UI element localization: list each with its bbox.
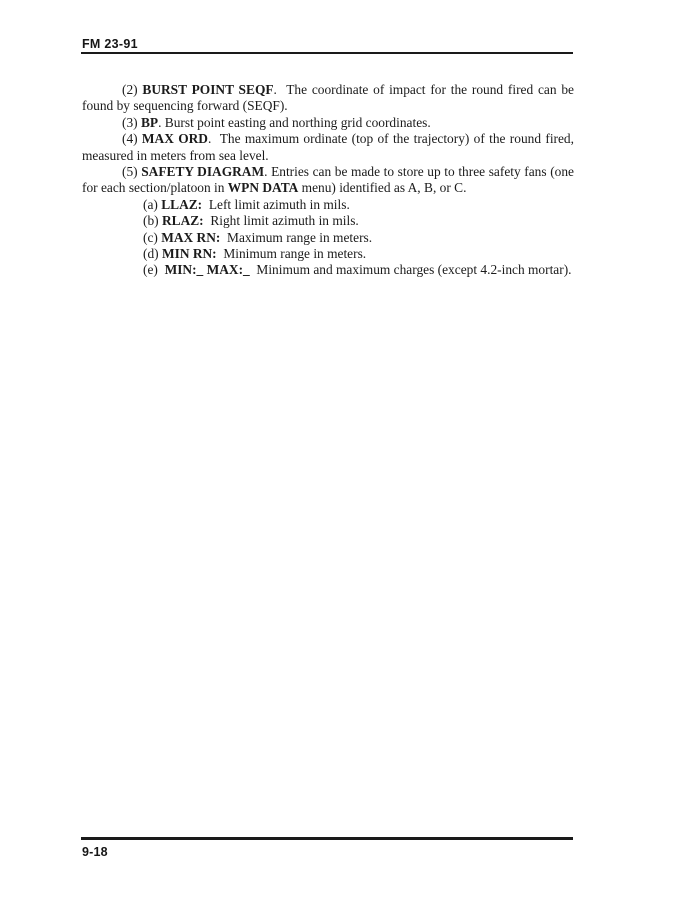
paragraph [82, 115, 574, 131]
text-run: Minimum range in meters. [216, 246, 367, 262]
term-bold: MAX ORD [141, 131, 208, 147]
sub-item [143, 213, 574, 229]
sub-item [143, 197, 574, 213]
term-bold: SAFETY DIAGRAM [141, 164, 265, 180]
text-run: (d) [143, 246, 162, 262]
text-run: . Burst point easting and northing grid coordinates. [158, 114, 431, 130]
paragraph [82, 131, 574, 164]
text-run: (e) [143, 262, 165, 278]
page-number: 9-18 [82, 845, 108, 859]
term-bold: MIN:_ MAX:_ [164, 262, 250, 278]
term-bold: WPN DATA [227, 180, 299, 196]
text-run: (5) [122, 164, 142, 180]
text-run: (3) [122, 114, 141, 130]
term-bold: MIN RN: [161, 246, 217, 262]
text-run: (a) [143, 196, 162, 212]
page-header [82, 37, 138, 51]
text-run: Right limit azimuth in mils. [203, 213, 359, 229]
text-run: . Entries can be made to store up to three safety fans (one for each section/platoon in [82, 164, 574, 196]
term-bold: MAX RN: [161, 229, 221, 245]
term-bold: RLAZ: [161, 213, 204, 229]
text-run: . The maximum ordinate (top of the trajectory) of the round fired, measured in meters from sea level. [82, 131, 574, 163]
paragraph [82, 82, 574, 115]
term-bold: LLAZ: [161, 196, 203, 212]
text-run: menu) identified as A, B, or C. [298, 180, 467, 196]
page-footer [82, 845, 108, 859]
text-run: (b) [143, 213, 162, 229]
text-run: (4) [122, 131, 142, 147]
header-doc-number: FM 23-91 [82, 37, 138, 51]
sub-item [143, 230, 574, 246]
header-rule [81, 52, 573, 54]
text-run: Minimum and maximum charges (except 4.2-inch mortar). [249, 262, 572, 278]
sub-item [143, 262, 574, 278]
text-run: (c) [143, 229, 162, 245]
text-run: . The coordinate of impact for the round fired can be found by sequencing forward (SEQF). [82, 82, 574, 114]
term-bold: BP [140, 114, 159, 130]
sub-item [143, 246, 574, 262]
text-run: Maximum range in meters. [220, 229, 373, 245]
footer-rule [81, 837, 573, 840]
text-run: (2) [122, 82, 143, 97]
term-bold: BURST POINT SEQF [142, 82, 274, 97]
text-run: Left limit azimuth in mils. [202, 196, 350, 212]
paragraph [82, 164, 574, 197]
page-body [82, 82, 574, 279]
